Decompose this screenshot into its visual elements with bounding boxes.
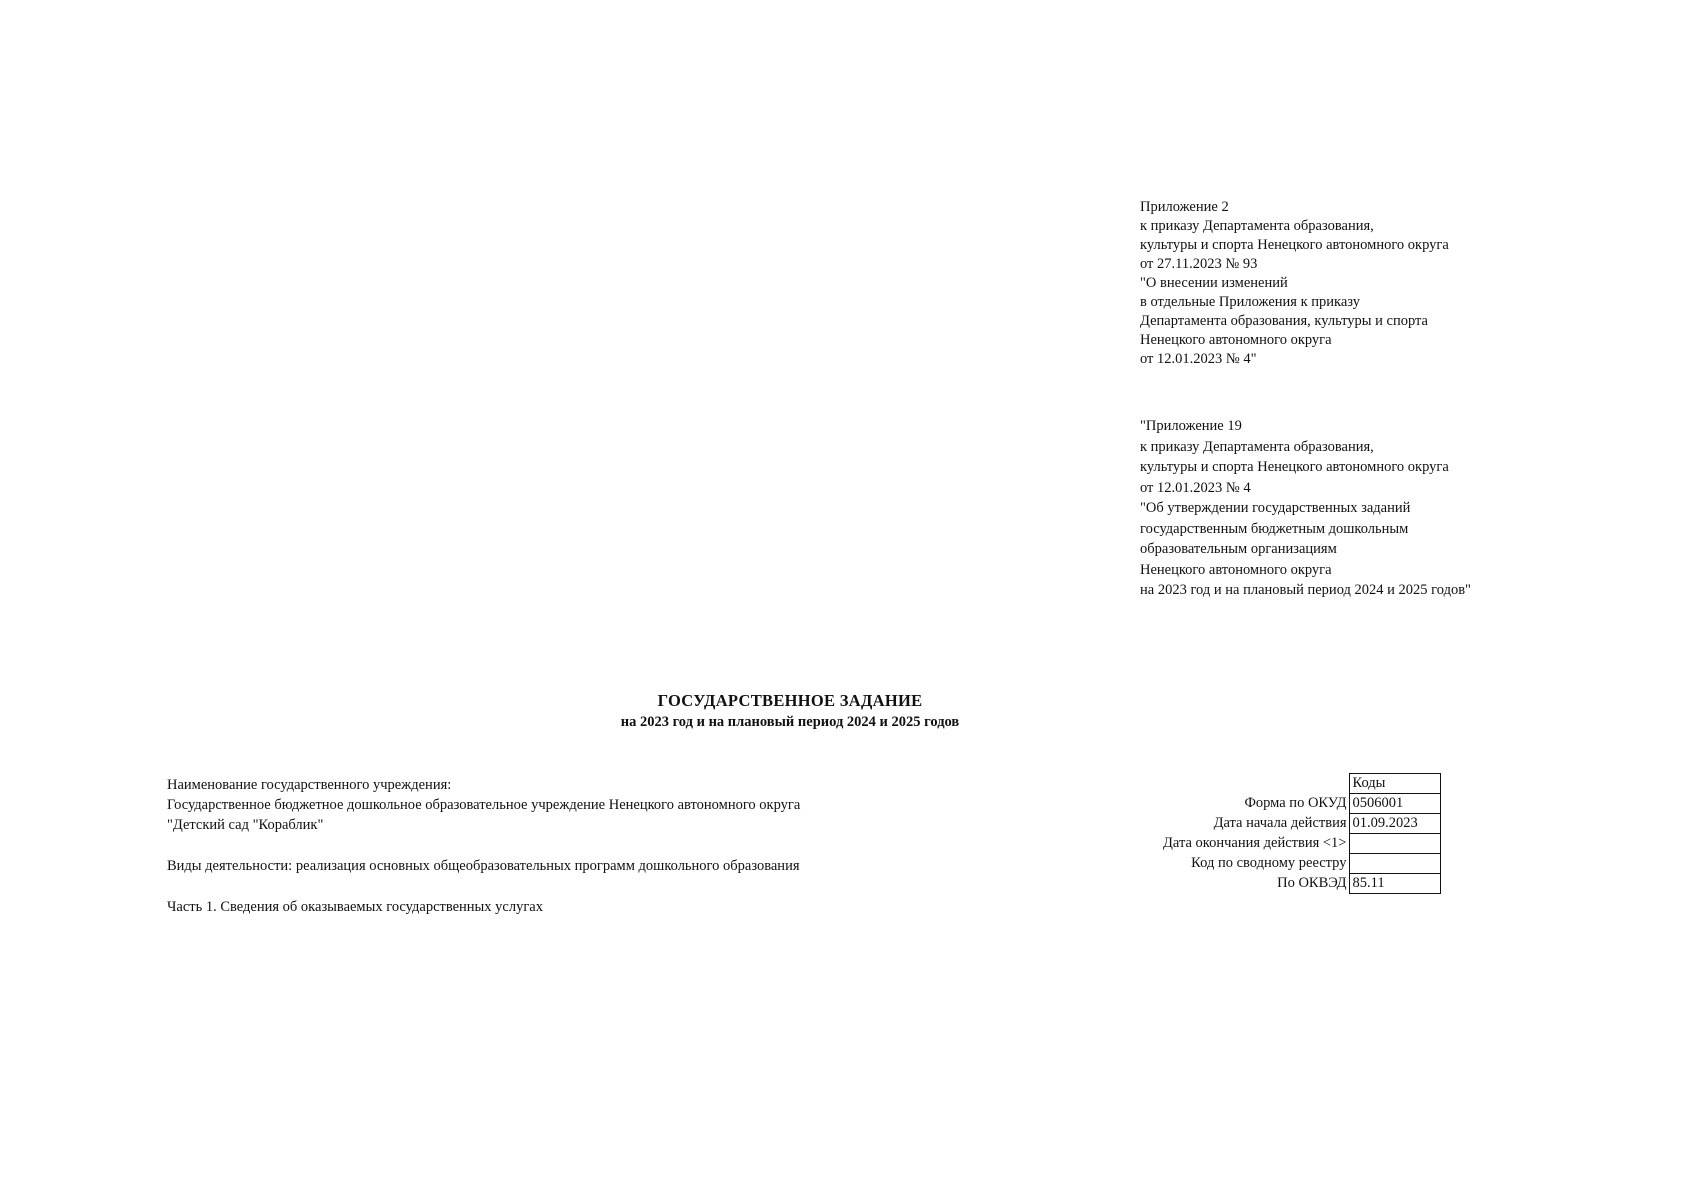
annex-19-line: культуры и спорта Ненецкого автономного округа bbox=[1140, 459, 1449, 475]
institution-name-line-1: Государственное бюджетное дошкольное образовательное учреждение Ненецкого автономного округа bbox=[167, 797, 801, 813]
annex-2-header bbox=[1140, 198, 1449, 369]
annex-19-line: "Об утверждении государственных заданий bbox=[1140, 500, 1411, 516]
annex-19-line: государственным бюджетным дошкольным bbox=[1140, 520, 1409, 537]
annex-2-line: от 27.11.2023 № 93 bbox=[1140, 256, 1258, 272]
document-subtitle: на 2023 год и на плановый период 2024 и 2025 годов bbox=[620, 714, 960, 730]
codes-row bbox=[1160, 794, 1440, 814]
part-1-heading: Часть 1. Сведения об оказываемых государственных услугах bbox=[167, 899, 543, 915]
codes-row bbox=[1160, 874, 1440, 894]
codes-table bbox=[1160, 773, 1441, 894]
spacer bbox=[167, 876, 800, 897]
activity-types: Виды деятельности: реализация основных общеобразовательных программ дошкольного образования bbox=[167, 858, 800, 874]
codes-row-value: 01.09.2023 bbox=[1349, 814, 1440, 834]
codes-row-value: 0506001 bbox=[1349, 794, 1440, 814]
annex-2-line: Департамента образования, культуры и спорта bbox=[1140, 313, 1428, 329]
document-title: ГОСУДАРСТВЕННОЕ ЗАДАНИЕ bbox=[657, 691, 923, 710]
annex-2-line: "О внесении изменений bbox=[1140, 275, 1288, 291]
codes-header-row bbox=[1160, 774, 1440, 794]
document-heading bbox=[400, 690, 1180, 732]
codes-row-value bbox=[1349, 854, 1440, 874]
institution-name-line-2: "Детский сад "Кораблик" bbox=[167, 817, 324, 833]
annex-19-line: образовательным организациям bbox=[1140, 541, 1337, 557]
codes-row bbox=[1160, 834, 1440, 854]
codes-row-label: Код по сводному реестру bbox=[1191, 855, 1347, 871]
annex-19-header bbox=[1140, 416, 1471, 601]
codes-row-value bbox=[1349, 834, 1440, 854]
annex-2-line: в отдельные Приложения к приказу bbox=[1140, 294, 1360, 310]
codes-row-label: Форма по ОКУД bbox=[1244, 795, 1347, 811]
annex-19-line: Ненецкого автономного округа bbox=[1140, 561, 1332, 578]
codes-row-value: 85.11 bbox=[1349, 874, 1440, 894]
annex-19-line: от 12.01.2023 № 4 bbox=[1140, 479, 1251, 496]
codes-row bbox=[1160, 814, 1440, 834]
annex-2-line: Ненецкого автономного округа bbox=[1140, 332, 1332, 348]
codes-row-label: Дата окончания действия <1> bbox=[1163, 835, 1347, 851]
institution-name-label: Наименование государственного учреждения: bbox=[167, 777, 452, 793]
codes-row-label: Дата начала действия bbox=[1213, 815, 1347, 831]
annex-19-line: к приказу Департамента образования, bbox=[1140, 438, 1374, 455]
codes-header: Коды bbox=[1349, 774, 1440, 794]
annex-2-line: к приказу Департамента образования, bbox=[1140, 218, 1374, 234]
institution-info bbox=[167, 775, 800, 917]
annex-19-line: "Приложение 19 bbox=[1140, 418, 1242, 434]
annex-19-line: на 2023 год и на плановый период 2024 и 2025 годов" bbox=[1140, 582, 1471, 598]
annex-2-line: от 12.01.2023 № 4" bbox=[1140, 351, 1257, 367]
spacer bbox=[167, 835, 800, 856]
annex-2-line: культуры и спорта Ненецкого автономного округа bbox=[1140, 237, 1449, 253]
codes-row bbox=[1160, 854, 1440, 874]
codes-row-label: По ОКВЭД bbox=[1277, 875, 1347, 891]
annex-2-line: Приложение 2 bbox=[1140, 199, 1229, 215]
